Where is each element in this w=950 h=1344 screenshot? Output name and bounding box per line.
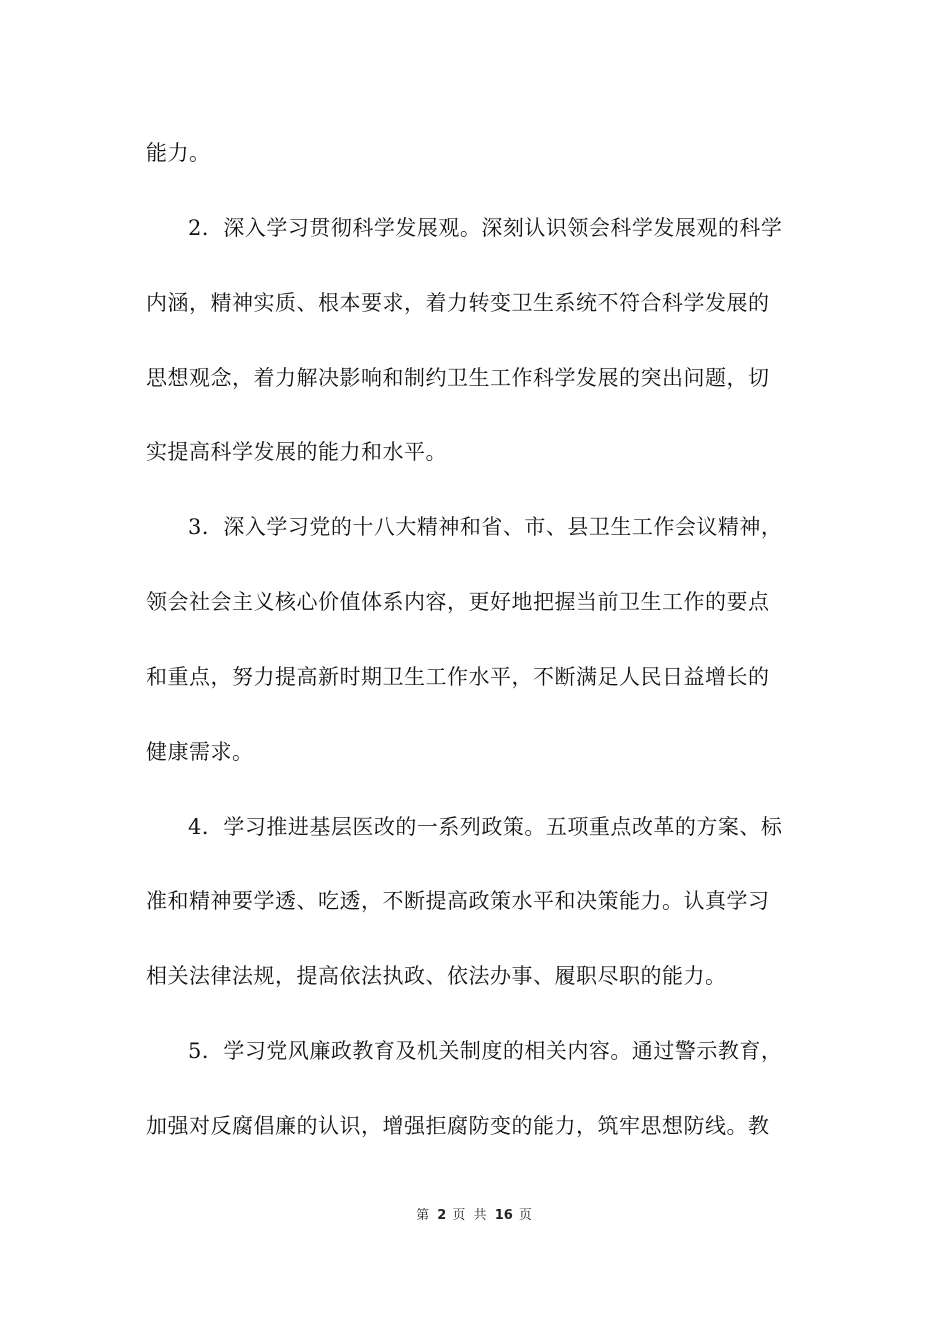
paragraph-line: 健康需求。 — [146, 740, 254, 764]
current-page-number: 2 — [437, 1208, 447, 1223]
total-pages-number: 16 — [494, 1208, 513, 1223]
paragraph-line: 2．深入学习贯彻科学发展观。深刻认识领会科学发展观的科学 — [188, 216, 783, 240]
footer-prefix: 第 — [416, 1208, 432, 1223]
paragraph-line: 领会社会主义核心价值体系内容，更好地把握当前卫生工作的要点 — [146, 590, 770, 614]
paragraph-line: 准和精神要学透、吃透，不断提高政策水平和决策能力。认真学习 — [146, 889, 770, 913]
page-footer — [0, 1207, 950, 1225]
paragraph-line: 5．学习党风廉政教育及机关制度的相关内容。通过警示教育， — [188, 1039, 783, 1063]
paragraph-line: 思想观念，着力解决影响和制约卫生工作科学发展的突出问题，切 — [146, 366, 770, 390]
paragraph-line: 能力。 — [146, 141, 211, 165]
footer-middle: 页 共 — [452, 1208, 489, 1223]
paragraph-line: 相关法律法规，提高依法执政、依法办事、履职尽职的能力。 — [146, 964, 727, 988]
footer-suffix: 页 — [518, 1208, 534, 1223]
paragraph-line: 3．深入学习党的十八大精神和省、市、县卫生工作会议精神， — [188, 515, 783, 539]
paragraph-line: 4．学习推进基层医改的一系列政策。五项重点改革的方案、标 — [188, 815, 783, 839]
paragraph-line: 内涵，精神实质、根本要求，着力转变卫生系统不符合科学发展的 — [146, 291, 770, 315]
paragraph-line: 加强对反腐倡廉的认识，增强拒腐防变的能力，筑牢思想防线。教 — [146, 1114, 770, 1138]
paragraph-line: 和重点，努力提高新时期卫生工作水平，不断满足人民日益增长的 — [146, 665, 770, 689]
paragraph-line: 实提高科学发展的能力和水平。 — [146, 440, 447, 464]
